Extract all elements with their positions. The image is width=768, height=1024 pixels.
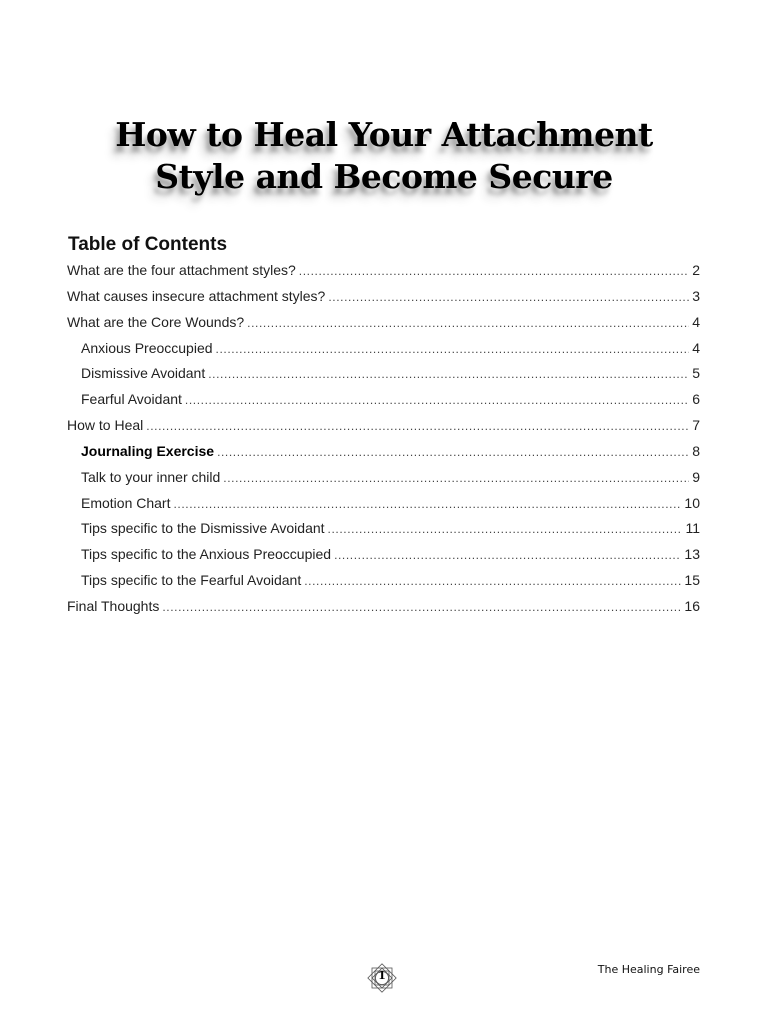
toc-entry-page: 3	[692, 287, 700, 304]
toc-entry[interactable]	[67, 284, 700, 310]
toc-entry-page: 4	[692, 313, 700, 330]
toc-entry-title: Journaling Exercise	[81, 442, 215, 459]
toc-dot-leader	[328, 517, 683, 543]
toc-entry[interactable]	[67, 387, 700, 413]
toc-entry[interactable]	[67, 594, 700, 620]
document-title	[0, 114, 768, 198]
toc-entry-title: Fearful Avoidant	[81, 391, 182, 408]
toc-dot-leader	[208, 362, 689, 388]
title-line-2: Style and Become Secure	[155, 157, 613, 197]
toc-entry[interactable]	[67, 361, 700, 387]
toc-entry-page: 8	[692, 442, 700, 459]
toc-entry-page: 6	[692, 391, 700, 408]
toc-entry-page: 16	[684, 597, 700, 614]
toc-dot-leader	[217, 440, 689, 466]
toc-dot-leader	[173, 492, 681, 518]
page-number: 1	[378, 969, 386, 982]
toc-entry[interactable]	[67, 439, 700, 465]
toc-entry-title: What are the Core Wounds?	[67, 313, 245, 330]
toc-entry-title: How to Heal	[67, 417, 144, 434]
toc-dot-leader	[334, 543, 681, 569]
toc-dot-leader	[223, 466, 689, 492]
title-line-1: How to Heal Your Attachment	[115, 115, 653, 155]
toc-dot-leader	[146, 414, 689, 440]
toc-dot-leader	[162, 595, 681, 621]
toc-entry-title: What causes insecure attachment styles?	[67, 287, 326, 304]
toc-entry-page: 4	[692, 339, 700, 356]
toc-entry-title: Talk to your inner child	[81, 468, 221, 485]
toc-entry[interactable]	[67, 413, 700, 439]
toc-entry-title: Emotion Chart	[81, 494, 171, 511]
toc-dot-leader	[299, 259, 689, 285]
toc-entry-title: Anxious Preoccupied	[81, 339, 213, 356]
toc-dot-leader	[185, 388, 689, 414]
toc-entry-page: 15	[684, 572, 700, 589]
toc-dot-leader	[328, 285, 689, 311]
footer-brand: The Healing Fairee	[597, 963, 700, 976]
toc-dot-leader	[304, 569, 681, 595]
toc-entry[interactable]	[67, 568, 700, 594]
toc-entry-page: 13	[684, 546, 700, 563]
toc-dot-leader	[247, 311, 689, 337]
toc-entry[interactable]	[67, 336, 700, 362]
toc-entry[interactable]	[67, 491, 700, 517]
toc-entry-page: 11	[685, 520, 700, 537]
table-of-contents	[67, 258, 700, 620]
toc-entry[interactable]	[67, 258, 700, 284]
toc-entry-page: 10	[684, 494, 700, 511]
toc-entry[interactable]	[67, 516, 700, 542]
toc-dot-leader	[216, 337, 690, 363]
toc-heading: Table of Contents	[68, 234, 228, 255]
toc-entry-page: 7	[692, 417, 700, 434]
toc-entry-title: Tips specific to the Dismissive Avoidant	[81, 520, 325, 537]
toc-entry-title: What are the four attachment styles?	[67, 262, 296, 278]
toc-entry-title: Final Thoughts	[67, 597, 160, 614]
toc-entry-page: 5	[692, 365, 700, 382]
toc-entry-page: 9	[692, 468, 700, 485]
toc-entry[interactable]	[67, 465, 700, 491]
toc-entry-page: 2	[692, 262, 700, 278]
toc-entry-title: Tips specific to the Fearful Avoidant	[81, 572, 302, 589]
toc-entry-title: Dismissive Avoidant	[81, 365, 206, 382]
toc-entry[interactable]	[67, 310, 700, 336]
toc-entry-title: Tips specific to the Anxious Preoccupied	[81, 546, 332, 563]
toc-entry[interactable]	[67, 542, 700, 568]
